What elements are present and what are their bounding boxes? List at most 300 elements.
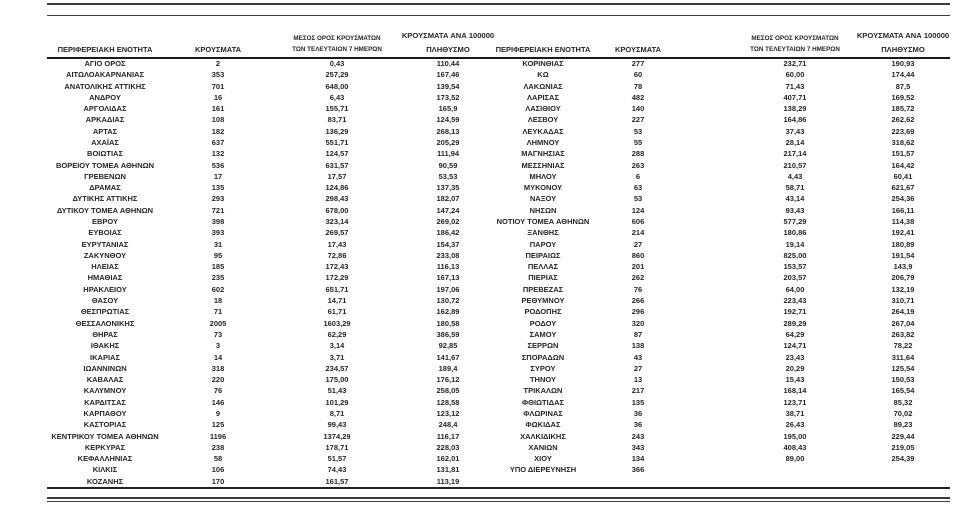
per100k-cell: 162,89 (436, 307, 460, 317)
region-cell: ΙΚΑΡΙΑΣ (90, 352, 120, 362)
region-cell: ΚΕΦΑΛΛΗΝΙΑΣ (77, 454, 133, 464)
per100k-cell: 167,13 (436, 273, 460, 283)
avg7-cell: 6,43 (329, 92, 345, 102)
per100k-cell: 85,32 (893, 397, 913, 407)
region-cell: ΜΥΚΟΝΟΥ (523, 183, 563, 193)
per100k-cell: 192,41 (891, 228, 915, 238)
table-row (0, 408, 960, 419)
region-cell: ΣΕΡΡΩΝ (527, 341, 559, 351)
avg7-cell: 172,43 (325, 262, 349, 272)
avg7-cell: 175,00 (325, 375, 349, 385)
avg7-cell: 124,86 (325, 183, 349, 193)
region-cell: ΑΓΙΟ ΟΡΟΣ (84, 59, 126, 68)
cases-cell: 220 (211, 375, 225, 385)
per100k-cell: 139,54 (436, 81, 460, 91)
region-cell: ΕΥΒΟΙΑΣ (88, 228, 122, 238)
avg7-cell: 203,57 (783, 273, 807, 283)
avg7-cell: 153,57 (783, 262, 807, 272)
per100k-cell: 223,69 (891, 126, 915, 136)
region-cell: ΜΑΓΝΗΣΙΑΣ (521, 149, 565, 159)
table-row (0, 160, 960, 171)
region-cell: ΤΗΝΟΥ (529, 375, 557, 385)
region-cell: ΑΧΑΪΑΣ (91, 138, 119, 148)
cases-cell: 18 (213, 296, 223, 306)
per100k-cell: 248,4 (438, 420, 458, 430)
per100k-cell: 92,85 (438, 341, 458, 351)
per100k-cell: 267,04 (891, 318, 915, 328)
right-table-body (0, 58, 960, 488)
avg7-cell: 123,71 (783, 397, 807, 407)
per100k-cell: 182,07 (436, 194, 460, 204)
region-cell: ΛΕΥΚΑΔΑΣ (522, 126, 564, 136)
avg7-cell: 825,00 (783, 250, 807, 260)
table-row (0, 397, 960, 408)
column-header-avg7-right-line2: ΤΩΝ ΤΕΛΕΥΤΑΙΩΝ 7 ΗΜΕΡΩΝ (750, 46, 840, 53)
avg7-cell: 8,71 (329, 408, 345, 418)
avg7-cell: 577,29 (783, 217, 807, 227)
per100k-cell: 233,08 (436, 250, 460, 260)
table-row (0, 137, 960, 148)
region-cell: ΚΑΡΠΑΘΟΥ (83, 408, 127, 418)
column-header-per100k-left-line2: ΠΛΗΘΥΣΜΟ (426, 44, 470, 54)
avg7-cell: 101,29 (325, 397, 349, 407)
per100k-cell: 143,9 (893, 262, 913, 272)
region-cell: ΛΕΣΒΟΥ (527, 115, 559, 125)
avg7-cell: 124,71 (783, 341, 807, 351)
per100k-cell: 197,06 (436, 284, 460, 294)
cases-cell: 201 (631, 262, 645, 272)
per100k-cell: 258,05 (436, 386, 460, 396)
avg7-cell: 3,71 (329, 352, 345, 362)
cases-cell: 227 (631, 115, 645, 125)
table-row (0, 442, 960, 453)
cases-cell: 125 (211, 420, 225, 430)
table-row (0, 340, 960, 351)
bottom-double-rule-2 (47, 501, 950, 503)
cases-cell: 135 (211, 183, 225, 193)
per100k-cell: 180,89 (891, 239, 915, 249)
cases-cell: 60 (633, 70, 643, 80)
cases-cell: 78 (633, 81, 643, 91)
cases-cell: 3 (215, 341, 221, 351)
region-cell: ΒΟΙΩΤΙΑΣ (87, 149, 123, 159)
table-row (0, 114, 960, 125)
cases-cell: 146 (211, 397, 225, 407)
region-cell: ΑΝΔΡΟΥ (89, 92, 121, 102)
region-cell: ΑΙΤΩΛΟΑΚΑΡΝΑΝΙΑΣ (66, 70, 144, 80)
cases-cell: 366 (631, 465, 645, 475)
cases-cell: 2005 (209, 318, 227, 328)
table-row (0, 182, 960, 193)
column-header-cases-left: ΚΡΟΥΣΜΑΤΑ (194, 45, 242, 54)
bottom-double-rule-1 (47, 497, 950, 499)
cases-cell: 31 (213, 239, 223, 249)
avg7-cell: 161,57 (325, 476, 349, 486)
per100k-cell: 147,24 (436, 205, 460, 215)
avg7-cell: 195,00 (783, 431, 807, 441)
region-cell: ΔΡΑΜΑΣ (89, 183, 121, 193)
table-row (0, 284, 960, 295)
cases-cell: 43 (633, 352, 643, 362)
cases-cell: 277 (631, 59, 645, 68)
region-cell: ΙΘΑΚΗΣ (90, 341, 120, 351)
cases-cell: 602 (211, 284, 225, 294)
per100k-cell: 116,13 (436, 262, 460, 272)
avg7-cell: 3,14 (329, 341, 345, 351)
region-cell: ΡΟΔΟΠΗΣ (524, 307, 562, 317)
region-cell: ΘΑΣΟΥ (91, 296, 119, 306)
cases-cell: 343 (631, 442, 645, 452)
per100k-cell: 180,58 (436, 318, 460, 328)
region-cell: ΚΟΡΙΝΘΙΑΣ (522, 59, 564, 68)
table-row (0, 295, 960, 306)
region-cell: ΠΡΕΒΕΖΑΣ (522, 284, 564, 294)
table-row (0, 58, 960, 69)
avg7-cell: 64,29 (785, 329, 805, 339)
avg7-cell: 74,43 (327, 465, 347, 475)
top-rule-1 (47, 3, 950, 5)
cases-cell: 353 (211, 70, 225, 80)
region-cell: ΧΙΟΥ (534, 454, 552, 464)
avg7-cell: 138,29 (783, 104, 807, 114)
avg7-cell: 17,43 (327, 239, 347, 249)
cases-cell: 63 (633, 183, 643, 193)
avg7-cell: 64,00 (785, 284, 805, 294)
cases-cell: 27 (633, 363, 643, 373)
per100k-cell: 137,35 (436, 183, 460, 193)
per100k-cell: 114,38 (891, 217, 915, 227)
region-cell: ΖΑΚΥΝΘΟΥ (83, 250, 127, 260)
per100k-cell: 128,58 (436, 397, 460, 407)
region-cell: ΗΛΕΙΑΣ (91, 262, 119, 272)
region-cell: ΚΕΡΚΥΡΑΣ (84, 442, 126, 452)
per100k-cell: 318,62 (891, 138, 915, 148)
avg7-cell: 168,14 (783, 386, 807, 396)
avg7-cell: 136,29 (325, 126, 349, 136)
region-cell: ΚΟΖΑΝΗΣ (86, 476, 124, 486)
region-cell: ΣΠΟΡΑΔΩΝ (521, 352, 565, 362)
per100k-cell: 110,44 (436, 59, 460, 68)
per100k-cell: 90,59 (438, 160, 458, 170)
region-cell: ΜΕΣΣΗΝΙΑΣ (521, 160, 565, 170)
per100k-cell: 151,57 (891, 149, 915, 159)
cases-cell: 170 (211, 476, 225, 486)
region-cell: ΤΡΙΚΑΛΩΝ (523, 386, 563, 396)
per100k-cell: 173,52 (436, 92, 460, 102)
per100k-cell: 113,19 (436, 476, 460, 486)
per100k-cell: 269,02 (436, 217, 460, 227)
region-cell: ΑΡΚΑΔΙΑΣ (85, 115, 125, 125)
region-cell: ΗΡΑΚΛΕΙΟΥ (83, 284, 127, 294)
column-header-per100k-right-line2: ΠΛΗΘΥΣΜΟ (881, 44, 925, 54)
region-cell: ΑΡΤΑΣ (92, 126, 118, 136)
avg7-cell: 26,43 (785, 420, 805, 430)
per100k-cell: 264,19 (891, 307, 915, 317)
per100k-cell: 116,17 (436, 431, 460, 441)
region-cell: ΛΑΣΙΘΙΟΥ (525, 104, 561, 114)
per100k-cell: 154,37 (436, 239, 460, 249)
cases-cell: 263 (631, 160, 645, 170)
per100k-cell: 165,9 (438, 104, 458, 114)
region-cell: ΚΑΡΔΙΤΣΑΣ (84, 397, 126, 407)
avg7-cell: 678,00 (325, 205, 349, 215)
cases-cell: 87 (633, 329, 643, 339)
region-cell: ΒΟΡΕΙΟΥ ΤΟΜΕΑ ΑΘΗΝΩΝ (55, 160, 155, 170)
avg7-cell: 60,00 (785, 70, 805, 80)
avg7-cell: 651,71 (325, 284, 349, 294)
column-header-avg7-left-line2: ΤΩΝ ΤΕΛΕΥΤΑΙΩΝ 7 ΗΜΕΡΩΝ (292, 46, 382, 53)
per100k-cell: 150,53 (891, 375, 915, 385)
per100k-cell: 254,39 (891, 454, 915, 464)
cases-cell: 36 (633, 420, 643, 430)
region-cell: ΔΥΤΙΚΟΥ ΤΟΜΕΑ ΑΘΗΝΩΝ (56, 205, 154, 215)
table-row (0, 272, 960, 283)
avg7-cell: 62,29 (327, 329, 347, 339)
cases-cell: 17 (213, 171, 223, 181)
cases-cell: 393 (211, 228, 225, 238)
per100k-cell: 123,12 (436, 408, 460, 418)
region-cell: ΦΩΚΙΔΑΣ (525, 420, 561, 430)
cases-cell: 27 (633, 239, 643, 249)
cases-cell: 266 (631, 296, 645, 306)
cases-cell: 182 (211, 126, 225, 136)
column-header-per100k-right (823, 29, 960, 56)
per100k-cell: 164,42 (891, 160, 915, 170)
per100k-cell: 165,54 (891, 386, 915, 396)
per100k-cell: 130,72 (436, 296, 460, 306)
region-cell: ΛΑΡΙΣΑΣ (527, 92, 559, 102)
table-row (0, 363, 960, 374)
table-row (0, 103, 960, 114)
table-row (0, 306, 960, 317)
avg7-cell: 4,43 (787, 171, 803, 181)
per100k-cell: 191,54 (891, 250, 915, 260)
region-cell: ΦΛΩΡΙΝΑΣ (523, 408, 563, 418)
region-cell: ΠΕΛΛΑΣ (527, 262, 559, 272)
region-cell: ΘΗΡΑΣ (92, 329, 118, 339)
avg7-cell: 172,29 (325, 273, 349, 283)
region-cell: ΝΗΣΩΝ (529, 205, 557, 215)
column-header-cases-right: ΚΡΟΥΣΜΑΤΑ (614, 45, 662, 54)
region-cell: ΓΡΕΒΕΝΩΝ (84, 171, 126, 181)
region-cell: ΡΕΘΥΜΝΟΥ (521, 296, 565, 306)
cases-cell: 9 (215, 408, 221, 418)
avg7-cell: 83,71 (327, 115, 347, 125)
cases-cell: 536 (211, 160, 225, 170)
avg7-cell: 51,43 (327, 386, 347, 396)
per100k-cell: 176,12 (436, 375, 460, 385)
avg7-cell: 289,29 (783, 318, 807, 328)
per100k-cell: 124,59 (436, 115, 460, 125)
cases-cell: 13 (633, 375, 643, 385)
cases-cell: 140 (631, 104, 645, 114)
table-row (0, 92, 960, 103)
avg7-cell: 223,43 (783, 296, 807, 306)
cases-cell: 36 (633, 408, 643, 418)
avg7-cell: 0,43 (329, 59, 345, 68)
avg7-cell: 14,71 (327, 296, 347, 306)
cases-cell: 398 (211, 217, 225, 227)
region-cell: ΛΑΚΩΝΙΑΣ (523, 81, 563, 91)
cases-cell: 320 (631, 318, 645, 328)
avg7-cell: 61,71 (327, 307, 347, 317)
table-row (0, 250, 960, 261)
per100k-cell: 189,4 (438, 363, 458, 373)
cases-cell: 217 (631, 386, 645, 396)
region-cell: ΜΗΛΟΥ (529, 171, 557, 181)
region-cell: ΚΩ (537, 70, 549, 80)
region-cell: ΕΥΡΥΤΑΝΙΑΣ (81, 239, 129, 249)
cases-cell: 71 (213, 307, 223, 317)
per100k-cell: 60,41 (893, 171, 913, 181)
table-row (0, 464, 960, 475)
column-header-avg7-left-line1: ΜΕΣΟΣ ΟΡΟΣ ΚΡΟΥΣΜΑΤΩΝ (293, 35, 381, 42)
per100k-cell: 206,79 (891, 273, 915, 283)
avg7-cell: 323,14 (325, 217, 349, 227)
avg7-cell: 51,57 (327, 454, 347, 464)
avg7-cell: 99,43 (327, 420, 347, 430)
region-cell: ΘΕΣΣΑΛΟΝΙΚΗΣ (75, 318, 135, 328)
column-header-region-left: ΠΕΡΙΦΕΡΕΙΑΚΗ ΕΝΟΤΗΤΑ (57, 45, 153, 54)
avg7-cell: 43,14 (785, 194, 805, 204)
per100k-cell: 162,01 (436, 454, 460, 464)
per100k-cell: 169,52 (891, 92, 915, 102)
cases-cell: 238 (211, 442, 225, 452)
cases-cell: 124 (631, 205, 645, 215)
table-bottom-rule (47, 487, 950, 489)
region-cell: ΛΗΜΝΟΥ (526, 138, 560, 148)
region-cell: ΠΙΕΡΙΑΣ (528, 273, 558, 283)
cases-cell: 243 (631, 431, 645, 441)
table-row (0, 385, 960, 396)
region-cell: ΙΩΑΝΝΙΝΩΝ (83, 363, 127, 373)
cases-cell: 860 (631, 250, 645, 260)
cases-cell: 14 (213, 352, 223, 362)
avg7-cell: 93,43 (785, 205, 805, 215)
avg7-cell: 631,57 (325, 160, 349, 170)
avg7-cell: 210,57 (783, 160, 807, 170)
table-row (0, 329, 960, 340)
per100k-cell: 310,71 (891, 296, 915, 306)
cases-cell: 53 (633, 194, 643, 204)
cases-cell: 1196 (209, 431, 227, 441)
region-cell: ΥΠΟ ΔΙΕΡΕΥΝΗΣΗ (509, 465, 577, 475)
cases-cell: 55 (633, 138, 643, 148)
region-cell: ΧΑΛΚΙΔΙΚΗΣ (520, 431, 566, 441)
per100k-cell: 205,29 (436, 138, 460, 148)
per100k-cell: 621,67 (891, 183, 915, 193)
cases-cell: 161 (211, 104, 225, 114)
table-row (0, 227, 960, 238)
region-cell: ΚΑΣΤΟΡΙΑΣ (83, 420, 127, 430)
avg7-cell: 23,43 (785, 352, 805, 362)
avg7-cell: 71,43 (785, 81, 805, 91)
per100k-cell: 111,94 (436, 149, 460, 159)
avg7-cell: 89,00 (785, 454, 805, 464)
avg7-cell: 72,86 (327, 250, 347, 260)
table-row (0, 171, 960, 182)
cases-cell: 721 (211, 205, 225, 215)
per100k-cell: 219,05 (891, 442, 915, 452)
cases-cell: 106 (211, 465, 225, 475)
avg7-cell: 408,43 (783, 442, 807, 452)
region-cell: ΣΑΜΟΥ (529, 329, 557, 339)
per100k-cell: 228,03 (436, 442, 460, 452)
cases-cell: 288 (631, 149, 645, 159)
column-header-per100k-left-line1: ΚΡΟΥΣΜΑΤΑ ΑΝΑ 100000 (401, 31, 495, 40)
avg7-cell: 298,43 (325, 194, 349, 204)
avg7-cell: 15,43 (785, 375, 805, 385)
per100k-cell: 53,53 (438, 171, 458, 181)
table-row (0, 148, 960, 159)
table-row (0, 431, 960, 442)
avg7-cell: 28,14 (785, 138, 805, 148)
cases-cell: 95 (213, 250, 223, 260)
region-cell: ΘΕΣΠΡΩΤΙΑΣ (80, 307, 130, 317)
cases-cell: 318 (211, 363, 225, 373)
cases-cell: 185 (211, 262, 225, 272)
region-cell: ΚΕΝΤΡΙΚΟΥ ΤΟΜΕΑ ΑΘΗΝΩΝ (51, 431, 159, 441)
per100k-cell: 166,11 (891, 205, 915, 215)
avg7-cell: 192,71 (783, 307, 807, 317)
avg7-cell: 551,71 (325, 138, 349, 148)
cases-cell: 76 (213, 386, 223, 396)
table-row (0, 352, 960, 363)
cases-cell: 108 (211, 115, 225, 125)
cases-cell: 701 (211, 81, 225, 91)
cases-cell: 132 (211, 149, 225, 159)
per100k-cell: 174,44 (891, 70, 915, 80)
per100k-cell: 190,93 (891, 59, 915, 68)
per100k-cell: 125,54 (891, 363, 915, 373)
per100k-cell: 132,19 (891, 284, 915, 294)
column-header-per100k-right-line1: ΚΡΟΥΣΜΑΤΑ ΑΝΑ 100000 (856, 31, 950, 40)
table-row (0, 205, 960, 216)
avg7-cell: 217,14 (783, 149, 807, 159)
cases-cell: 2 (215, 59, 221, 68)
table-row (0, 81, 960, 92)
per100k-cell: 262,62 (891, 115, 915, 125)
table-row (0, 239, 960, 250)
region-cell: ΗΜΑΘΙΑΣ (87, 273, 123, 283)
table-row (0, 216, 960, 227)
avg7-cell: 232,71 (783, 59, 807, 68)
cases-cell: 293 (211, 194, 225, 204)
column-header-avg7-right-line1: ΜΕΣΟΣ ΟΡΟΣ ΚΡΟΥΣΜΑΤΩΝ (751, 35, 839, 42)
cases-cell: 296 (631, 307, 645, 317)
table-row (0, 453, 960, 464)
per100k-cell: 167,46 (436, 70, 460, 80)
avg7-cell: 180,86 (783, 228, 807, 238)
cases-cell: 134 (631, 454, 645, 464)
cases-cell: 262 (631, 273, 645, 283)
per100k-cell: 186,42 (436, 228, 460, 238)
per100k-cell: 185,72 (891, 104, 915, 114)
avg7-cell: 38,71 (785, 408, 805, 418)
table-row (0, 193, 960, 204)
avg7-cell: 17,57 (327, 171, 347, 181)
avg7-cell: 19,14 (785, 239, 805, 249)
per100k-cell: 268,13 (436, 126, 460, 136)
cases-cell: 214 (631, 228, 645, 238)
avg7-cell: 58,71 (785, 183, 805, 193)
table-row (0, 419, 960, 430)
cases-cell: 6 (635, 171, 641, 181)
cases-cell: 76 (633, 284, 643, 294)
region-cell: ΕΒΡΟΥ (91, 217, 119, 227)
cases-cell: 637 (211, 138, 225, 148)
per100k-cell: 87,5 (895, 81, 911, 91)
